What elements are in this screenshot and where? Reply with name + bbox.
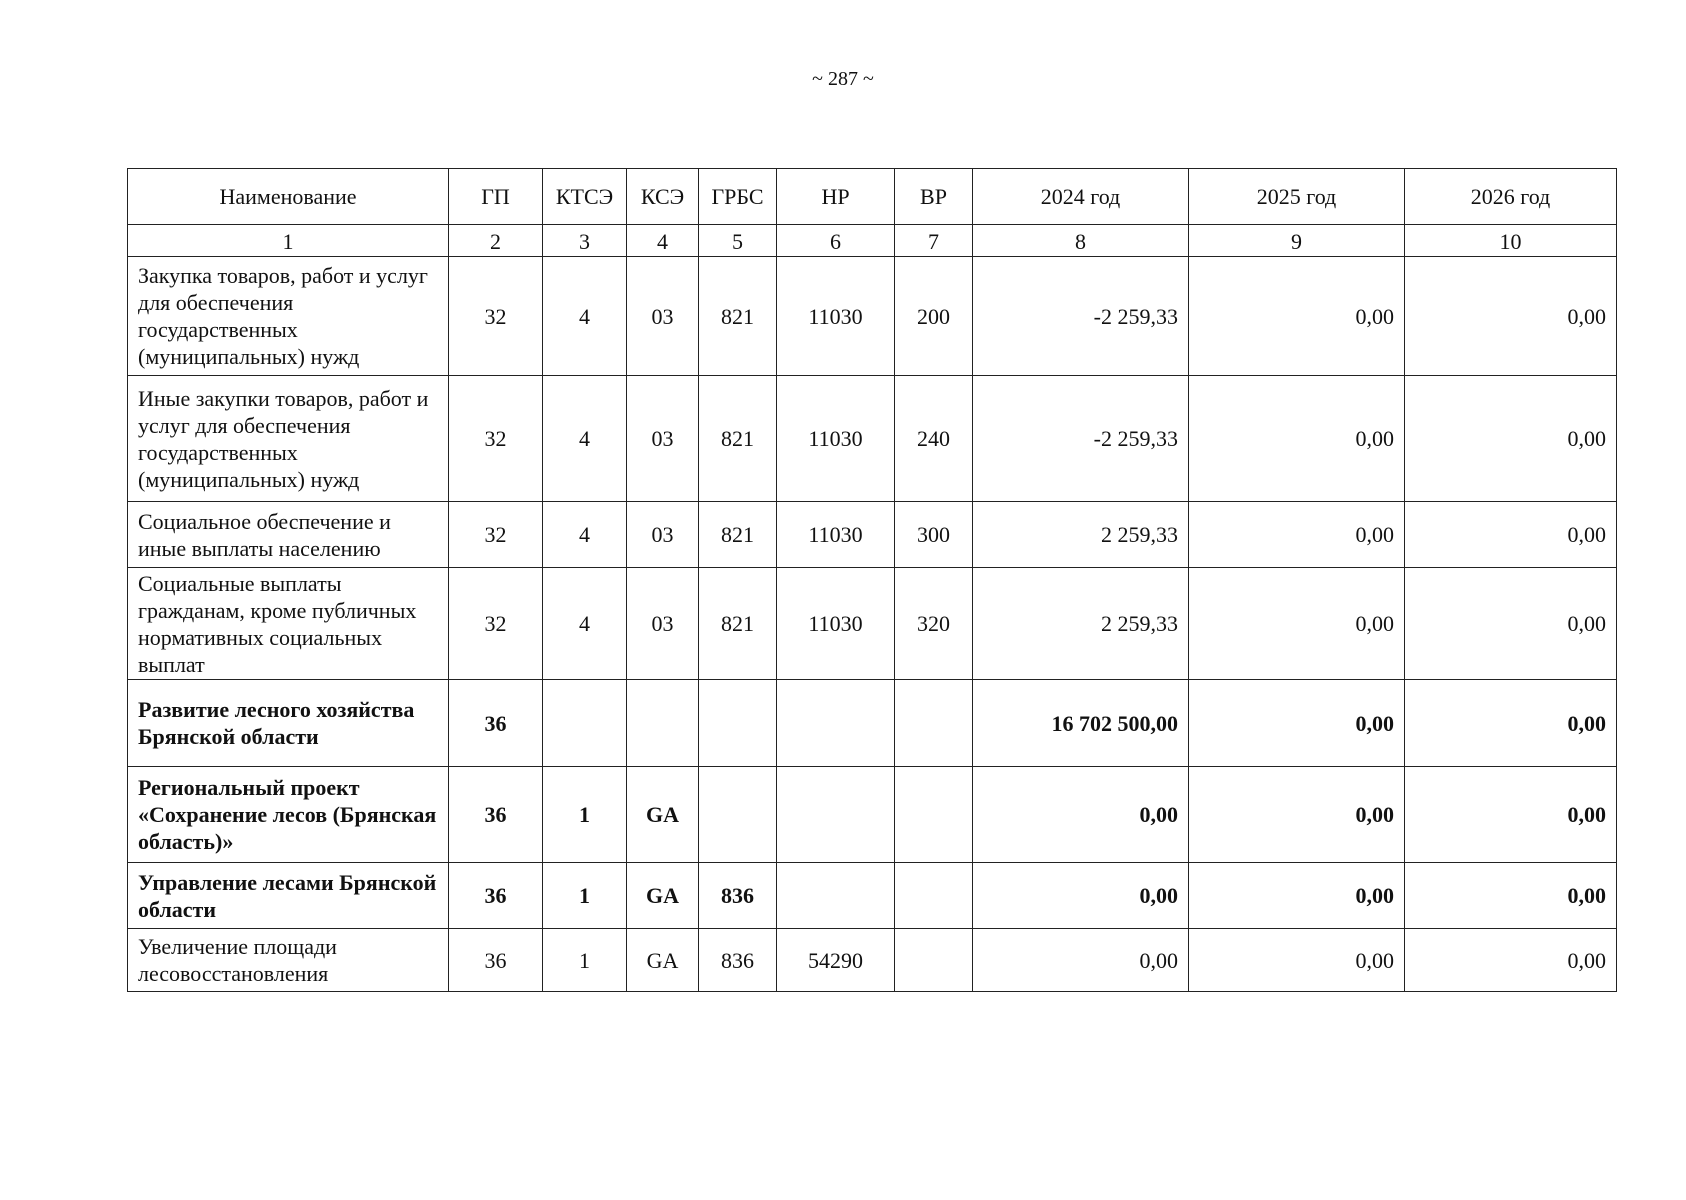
column-number: 10	[1405, 225, 1617, 257]
row-2026: 0,00	[1405, 863, 1617, 929]
header-nr: НР	[777, 169, 895, 225]
table-row	[128, 257, 1617, 376]
row-grbs	[699, 680, 777, 767]
row-2026: 0,00	[1405, 376, 1617, 502]
column-number: 8	[973, 225, 1189, 257]
row-grbs: 821	[699, 568, 777, 680]
row-kse: 03	[627, 376, 699, 502]
column-number: 7	[895, 225, 973, 257]
column-number: 9	[1189, 225, 1405, 257]
row-name: Региональный проект «Сохранение лесов (Брянская область)»	[128, 767, 449, 863]
row-2026: 0,00	[1405, 502, 1617, 568]
column-number: 4	[627, 225, 699, 257]
row-nr: 11030	[777, 376, 895, 502]
table-row	[128, 767, 1617, 863]
row-2024: 2 259,33	[973, 568, 1189, 680]
row-2024: -2 259,33	[973, 376, 1189, 502]
row-name: Увеличение площади лесовосстановления	[128, 929, 449, 992]
row-name: Социальное обеспечение и иные выплаты населению	[128, 502, 449, 568]
row-2026: 0,00	[1405, 568, 1617, 680]
row-gp: 36	[449, 767, 543, 863]
row-gp: 36	[449, 680, 543, 767]
row-nr	[777, 863, 895, 929]
row-nr: 11030	[777, 568, 895, 680]
row-gp: 32	[449, 502, 543, 568]
row-gp: 32	[449, 568, 543, 680]
row-kse: GA	[627, 929, 699, 992]
header-2024: 2024 год	[973, 169, 1189, 225]
row-nr: 54290	[777, 929, 895, 992]
column-number: 1	[128, 225, 449, 257]
row-2025: 0,00	[1189, 502, 1405, 568]
row-ktse	[543, 680, 627, 767]
column-number: 3	[543, 225, 627, 257]
row-2025: 0,00	[1189, 680, 1405, 767]
row-2026: 0,00	[1405, 767, 1617, 863]
row-name: Закупка товаров, работ и услуг для обеспечения государственных (муниципальных) нужд	[128, 257, 449, 376]
row-ktse: 1	[543, 929, 627, 992]
row-vr	[895, 929, 973, 992]
row-name: Иные закупки товаров, работ и услуг для обеспечения государственных (муниципальных) нужд	[128, 376, 449, 502]
row-grbs: 836	[699, 929, 777, 992]
row-2025: 0,00	[1189, 863, 1405, 929]
row-kse: GA	[627, 863, 699, 929]
column-number-row	[128, 225, 1617, 257]
row-2024: -2 259,33	[973, 257, 1189, 376]
row-kse: 03	[627, 257, 699, 376]
header-gp: ГП	[449, 169, 543, 225]
header-2026: 2026 год	[1405, 169, 1617, 225]
row-ktse: 4	[543, 568, 627, 680]
row-vr: 240	[895, 376, 973, 502]
row-2026: 0,00	[1405, 257, 1617, 376]
row-kse: GA	[627, 767, 699, 863]
table-row	[128, 929, 1617, 992]
row-nr: 11030	[777, 257, 895, 376]
row-name: Социальные выплаты гражданам, кроме публичных нормативных социальных выплат	[128, 568, 449, 680]
row-2025: 0,00	[1189, 376, 1405, 502]
row-ktse: 4	[543, 376, 627, 502]
row-nr	[777, 767, 895, 863]
header-kse: КСЭ	[627, 169, 699, 225]
row-2026: 0,00	[1405, 929, 1617, 992]
page-number: ~ 287 ~	[812, 68, 874, 90]
header-2025: 2025 год	[1189, 169, 1405, 225]
row-vr	[895, 767, 973, 863]
row-name: Развитие лесного хозяйства Брянской области	[128, 680, 449, 767]
budget-table	[127, 168, 1617, 992]
row-2024: 16 702 500,00	[973, 680, 1189, 767]
row-grbs: 836	[699, 863, 777, 929]
table-row	[128, 680, 1617, 767]
row-kse: 03	[627, 502, 699, 568]
row-2025: 0,00	[1189, 257, 1405, 376]
row-ktse: 1	[543, 767, 627, 863]
row-kse	[627, 680, 699, 767]
header-row	[128, 169, 1617, 225]
row-grbs: 821	[699, 257, 777, 376]
row-vr: 300	[895, 502, 973, 568]
header-name: Наименование	[128, 169, 449, 225]
row-2024: 0,00	[973, 929, 1189, 992]
row-2024: 0,00	[973, 767, 1189, 863]
row-2024: 0,00	[973, 863, 1189, 929]
header-vr: ВР	[895, 169, 973, 225]
table-row	[128, 502, 1617, 568]
column-number: 6	[777, 225, 895, 257]
row-2025: 0,00	[1189, 568, 1405, 680]
row-vr	[895, 680, 973, 767]
row-2024: 2 259,33	[973, 502, 1189, 568]
row-name: Управление лесами Брянской области	[128, 863, 449, 929]
row-grbs: 821	[699, 502, 777, 568]
row-nr: 11030	[777, 502, 895, 568]
row-kse: 03	[627, 568, 699, 680]
row-gp: 36	[449, 929, 543, 992]
column-number: 2	[449, 225, 543, 257]
row-ktse: 4	[543, 257, 627, 376]
row-grbs	[699, 767, 777, 863]
row-2025: 0,00	[1189, 767, 1405, 863]
row-gp: 32	[449, 376, 543, 502]
row-nr	[777, 680, 895, 767]
row-ktse: 4	[543, 502, 627, 568]
row-vr	[895, 863, 973, 929]
row-gp: 32	[449, 257, 543, 376]
table-row	[128, 863, 1617, 929]
row-grbs: 821	[699, 376, 777, 502]
row-2025: 0,00	[1189, 929, 1405, 992]
row-vr: 200	[895, 257, 973, 376]
table-row	[128, 376, 1617, 502]
header-ktse: КТСЭ	[543, 169, 627, 225]
row-gp: 36	[449, 863, 543, 929]
header-grbs: ГРБС	[699, 169, 777, 225]
row-2026: 0,00	[1405, 680, 1617, 767]
row-ktse: 1	[543, 863, 627, 929]
table-row	[128, 568, 1617, 680]
column-number: 5	[699, 225, 777, 257]
row-vr: 320	[895, 568, 973, 680]
